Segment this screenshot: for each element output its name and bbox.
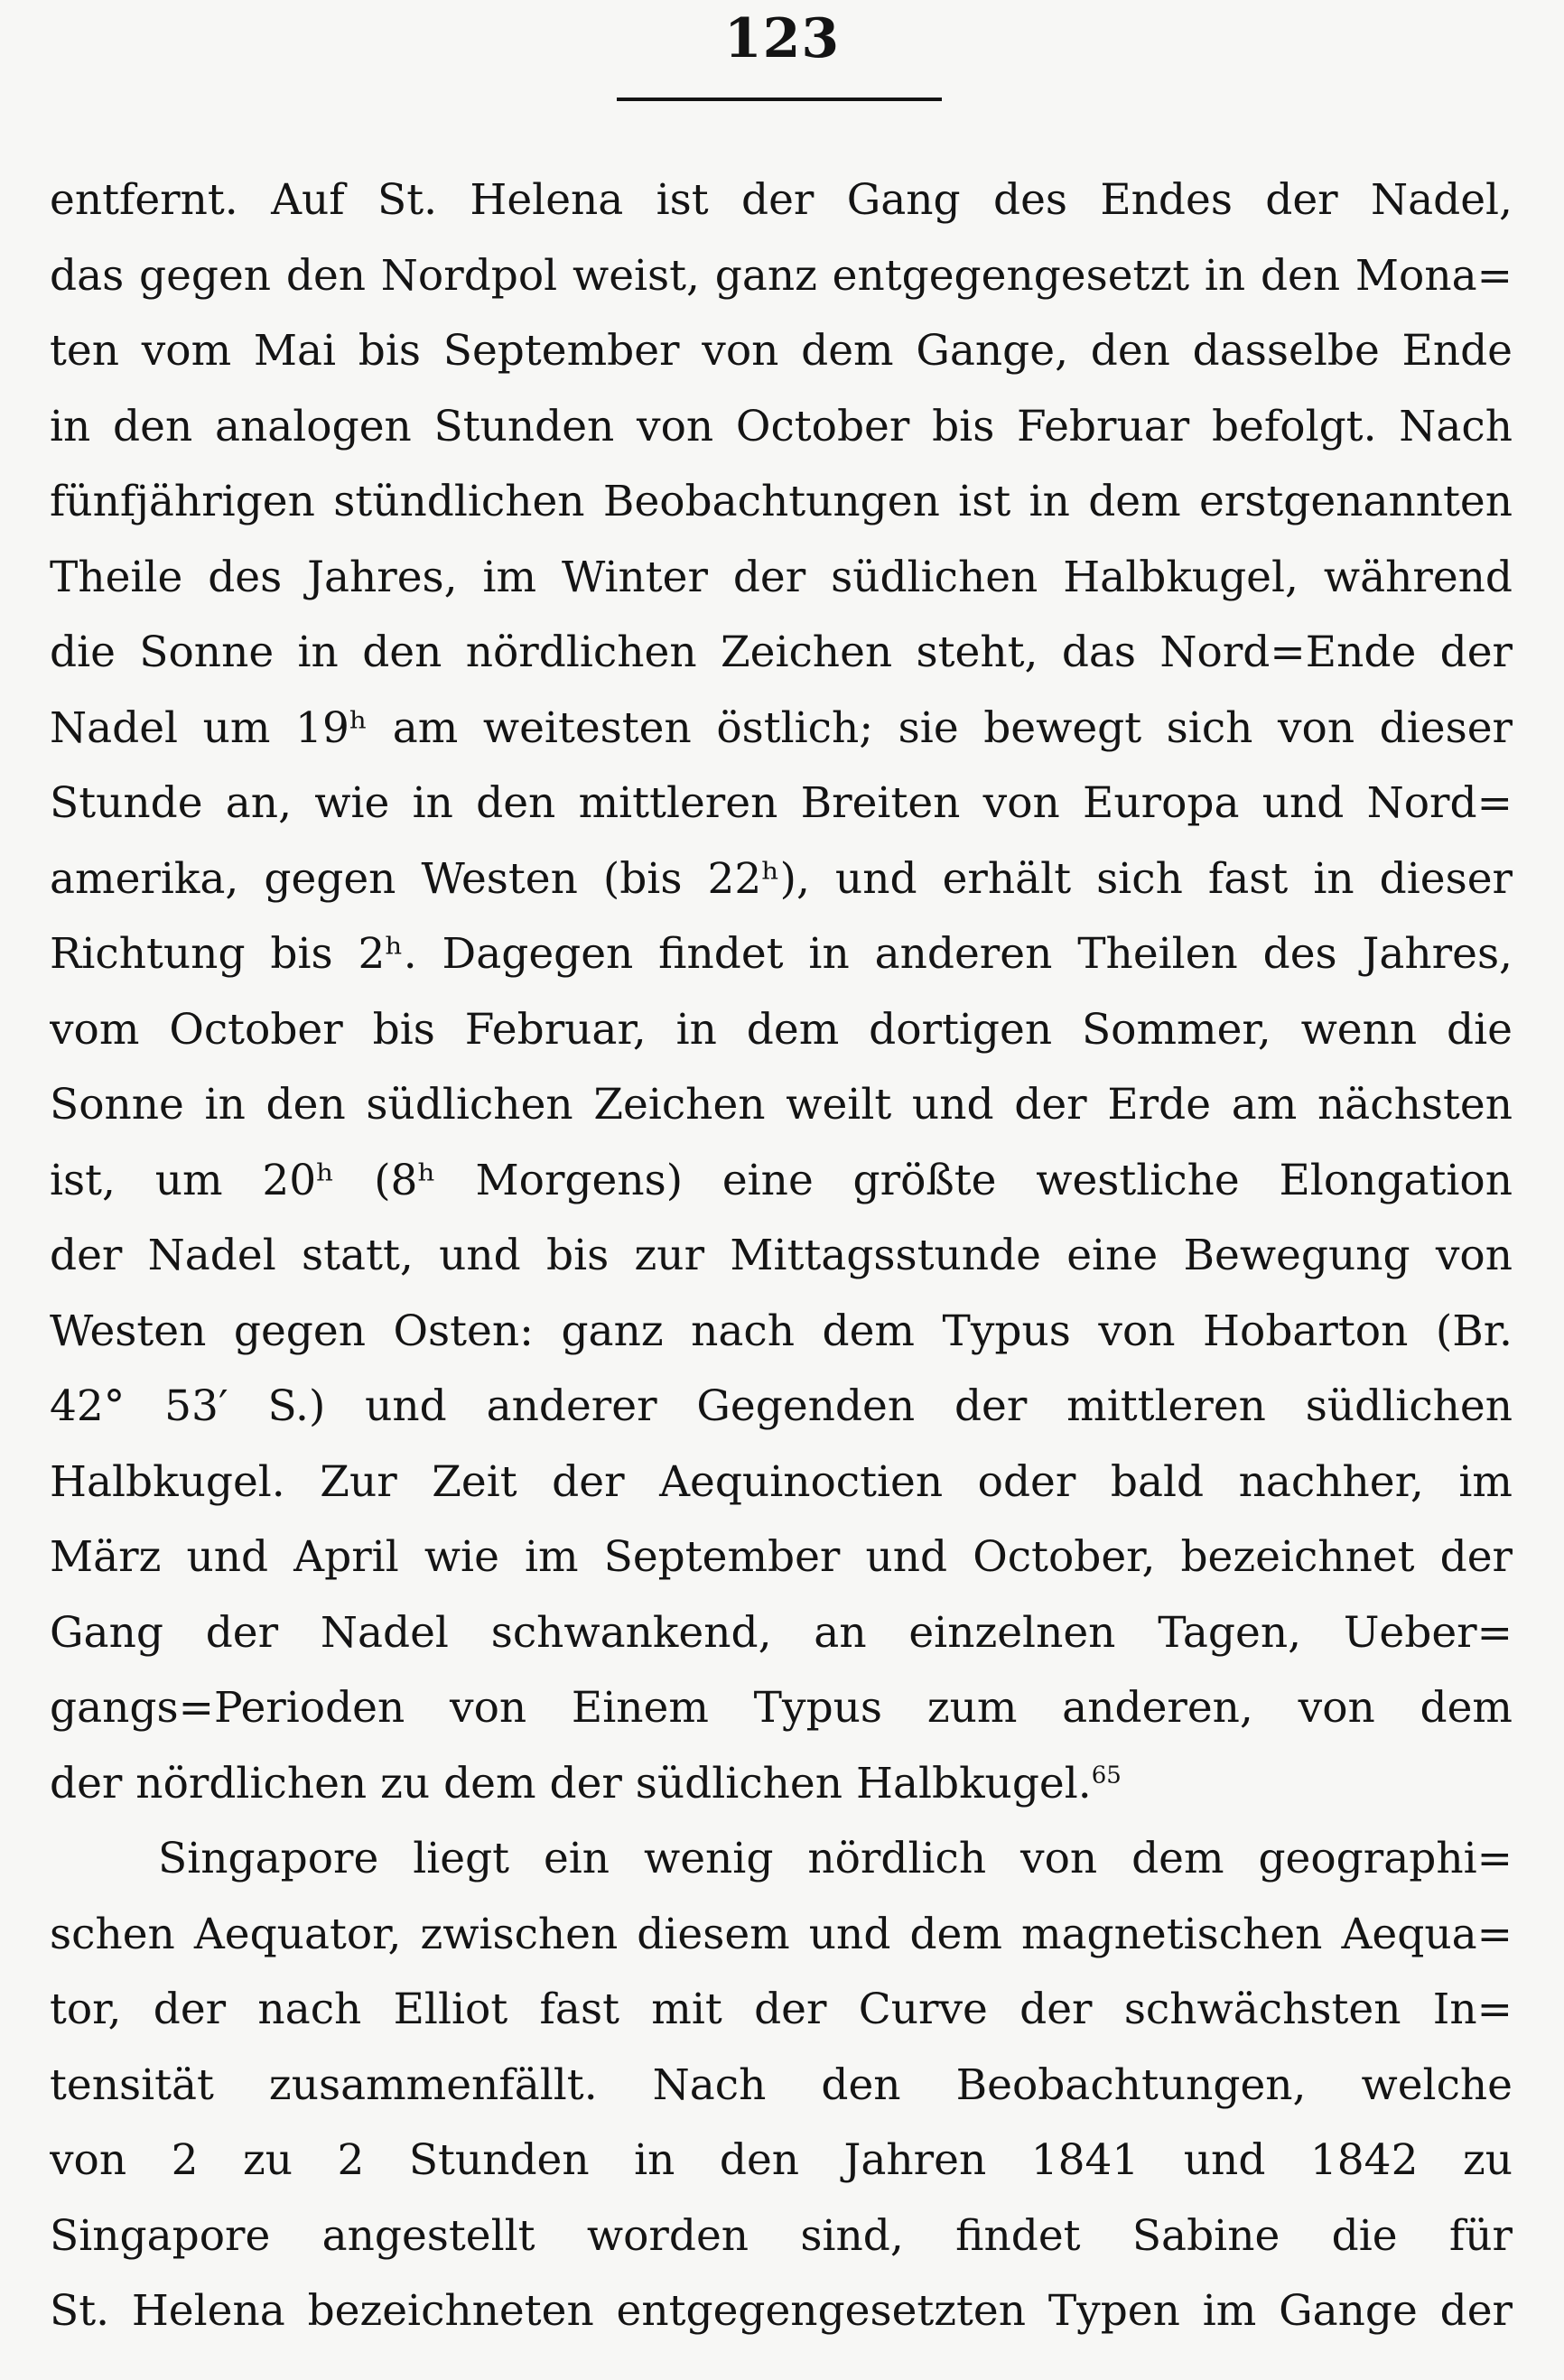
text-line <box>50 1746 1513 1822</box>
text-line: ten vom Mai bis September von dem Gange, den dasselbe Ende <box>50 326 1513 376</box>
text-line: der Nadel statt, und bis zur Mittagsstunde eine Bewegung von <box>50 1231 1513 1280</box>
text-line-content: der nördlichen zu dem der südlichen Halbkugel. <box>50 1758 1092 1808</box>
text-line: Richtung bis 2ʰ. Dagegen findet in anderen Theilen des Jahres, <box>50 929 1513 979</box>
text-line: gangs=Perioden von Einem Typus zum anderen, von dem <box>50 1683 1513 1733</box>
text-line: Sonne in den südlichen Zeichen weilt und der Erde am nächsten <box>50 1080 1513 1130</box>
text-line: tensität zusammenfällt. Nach den Beobachtungen, welche <box>50 2059 1513 2110</box>
paragraph-1 <box>50 163 1513 1821</box>
text-line: von 2 zu 2 Stunden in den Jahren 1841 und 1842 zu <box>50 2135 1513 2185</box>
body-text <box>50 163 1513 2349</box>
text-line: Gang der Nadel schwankend, an einzelnen Tagen, Ueber= <box>50 1607 1513 1658</box>
text-line: Nadel um 19ʰ am weitesten östlich; sie bewegt sich von dieser <box>50 702 1513 753</box>
text-line: Singapore liegt ein wenig nördlich von dem geographi= <box>158 1834 1513 1883</box>
text-line: tor, der nach Elliot fast mit der Curve der schwächsten In= <box>50 1985 1513 2034</box>
text-line: vom October bis Februar, in dem dortigen Sommer, wenn die <box>50 1004 1513 1055</box>
text-line: amerika, gegen Westen (bis 22ʰ), und erhält sich fast in dieser <box>50 853 1513 904</box>
text-line: Theile des Jahres, im Winter der südlichen Halbkugel, während <box>50 552 1513 602</box>
text-line: schen Aequator, zwischen diesem und dem magnetischen Aequa= <box>50 1909 1513 1959</box>
text-line: entfernt. Auf St. Helena ist der Gang des Endes der Nadel, <box>50 175 1513 225</box>
text-line: die Sonne in den nördlichen Zeichen steht, das Nord=Ende der <box>50 628 1513 677</box>
text-line: in den analogen Stunden von October bis Februar befolgt. Nach <box>50 401 1513 451</box>
text-line: Singapore angestellt worden sind, findet Sabine die für <box>50 2210 1513 2261</box>
text-line: 42° 53′ S.) und anderer Gegenden der mittleren südlichen <box>50 1381 1513 1431</box>
paragraph-2 <box>50 1821 1513 2349</box>
text-line: Stunde an, wie in den mittleren Breiten von Europa und Nord= <box>50 778 1513 828</box>
text-line: fünfjährigen stündlichen Beobachtungen ist in dem erstgenannten <box>50 477 1513 526</box>
text-line: Westen gegen Osten: ganz nach dem Typus von Hobarton (Br. <box>50 1306 1513 1356</box>
text-line: St. Helena bezeichneten entgegengesetzten Typen im Gange der <box>50 2286 1513 2336</box>
text-line: März und April wie im September und October, bezeichnet der <box>50 1532 1513 1582</box>
page-number: 123 <box>723 7 841 70</box>
text-line: Halbkugel. Zur Zeit der Aequinoctien oder bald nachher, im <box>50 1456 1513 1507</box>
text-line: ist, um 20ʰ (8ʰ Morgens) eine größte westliche Elongation <box>50 1155 1513 1205</box>
text-line: das gegen den Nordpol weist, ganz entgegengesetzt in den Mona= <box>50 250 1513 301</box>
header-rule <box>617 98 942 101</box>
footnote-reference: 65 <box>1091 1761 1122 1789</box>
